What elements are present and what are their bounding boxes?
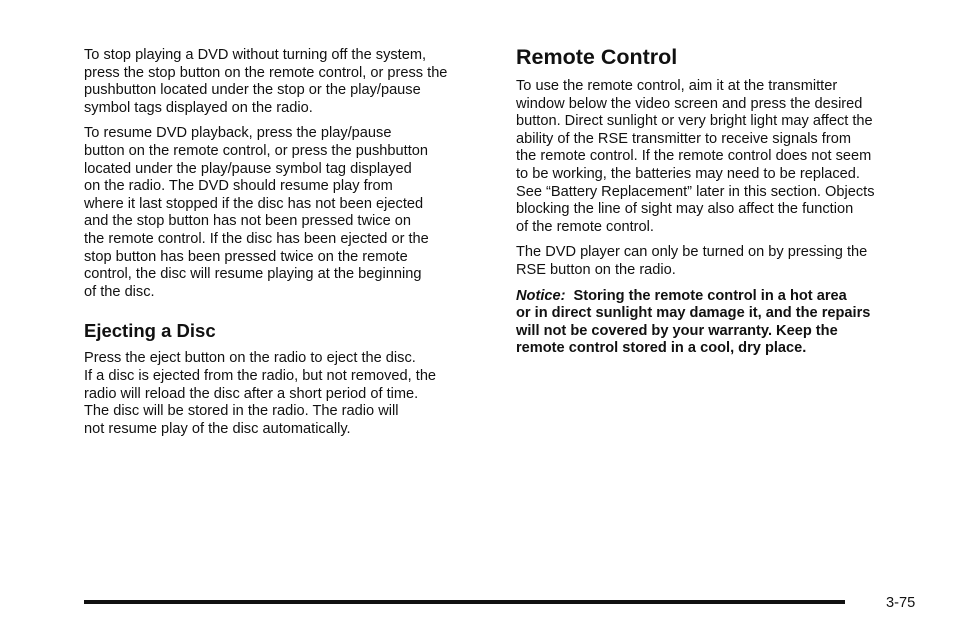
resume-dvd-paragraph: To resume DVD playback, press the play/pause button on the remote control, or press the pushbutton located under the play/pause symbol tag displayed on the radio. The DVD should resume play from where it last stopped if the disc has not been ejected and the stop button has not been pressed twice on the remote control. If the disc has been ejected or the stop button has been pressed twice on the remote control, the disc will resume playing at the beginning of the disc. xyxy=(84,125,429,300)
notice-label: Notice: xyxy=(516,287,566,304)
page-number: 3-75 xyxy=(886,595,916,611)
notice-paragraph xyxy=(516,288,926,358)
dvd-power-paragraph: The DVD player can only be turned on by pressing the RSE button on the radio. xyxy=(516,244,868,278)
remote-control-heading: Remote Control xyxy=(516,45,678,69)
remote-control-usage-paragraph: To use the remote control, aim it at the transmitter window below the video screen and press the desired button. Direct sunlight or very bright light may affect the ability of the RSE transmitter to receive signals from the remote control. If the remote control does not seem to be working, the batteries may need to be replaced. See “Battery Replacement” later in this section. Objects blocking the line of sight may also affect the function of the remote control. xyxy=(516,78,875,235)
right-column xyxy=(516,47,926,366)
left-column xyxy=(84,47,494,446)
ejecting-disc-heading: Ejecting a Disc xyxy=(84,320,216,342)
notice-text: Storing the remote control in a hot area or in direct sunlight may damage it, and the repairs will not be covered by your warranty. Keep the remote control stored in a cool, dry place. xyxy=(516,287,871,357)
stop-dvd-paragraph: To stop playing a DVD without turning off the system, press the stop button on the remote control, or press the pushbutton located under the stop or the play/pause symbol tags displayed on the radio. xyxy=(84,47,448,116)
eject-disc-paragraph: Press the eject button on the radio to eject the disc. If a disc is ejected from the radio, but not removed, the radio will reload the disc after a short period of time. The disc will be stored in the radio. The radio will not resume play of the disc automatically. xyxy=(84,350,437,437)
footer-rule xyxy=(84,600,845,604)
